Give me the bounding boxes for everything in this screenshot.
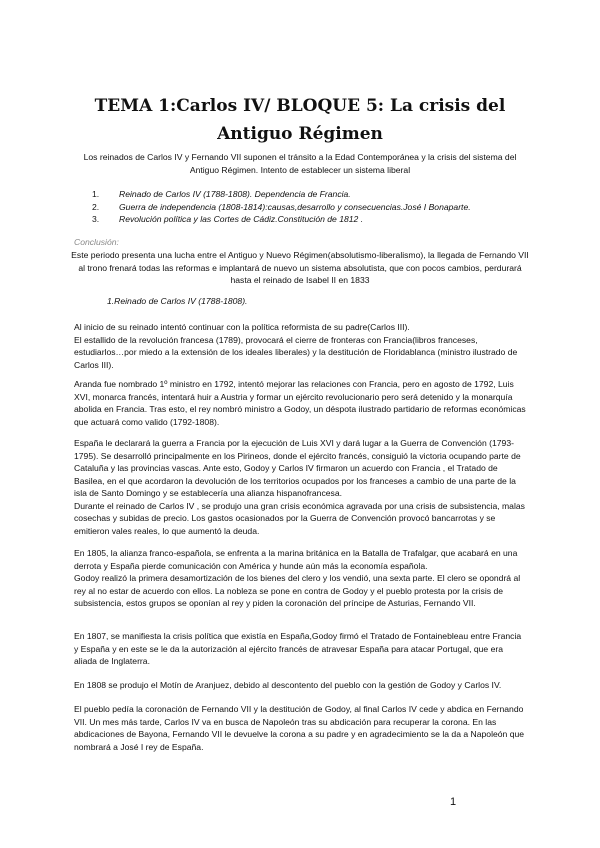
body-paragraph — [74, 437, 526, 537]
paragraph-line: El pueblo pedía la coronación de Fernando VII y la destitución de Godoy, al final Carlos IV cede y abdica en Fernando VII. Un mes más tarde, Carlos IV va en busca de Napoleón tras su abdicación para recuperar la corona. En las abdicaciones de Bayona, Fernando VII le devuelve la corona a su padre y en agradecimiento se la da a Napoleón que nombrará a José I rey de España. — [74, 704, 525, 752]
body-paragraph — [74, 547, 526, 610]
document-title: TEMA 1:Carlos IV/ BLOQUE 5: La crisis del Antiguo Régimen — [94, 96, 506, 144]
toc-item-number: 2. — [92, 201, 100, 212]
paragraph-line: Durante el reinado de Carlos IV , se produjo una gran crisis económica agravada por una crisis de subsistencia, malas cosechas y subidas de precio. Los gastos ocasionados por la Guerra de Convención provocó bancarrotas y se emitieron vales reales, lo que aumentó la deuda. — [74, 500, 525, 536]
paragraph-line: En 1808 se produjo el Motín de Aranjuez, debido al descontento del pueblo con la gestión de Godoy y Carlos IV. — [74, 680, 502, 690]
toc-item-text: Reinado de Carlos IV (1788-1808). Dependencia de Francia. — [119, 189, 351, 199]
page-number: 1 — [450, 796, 457, 808]
paragraph-line: Al inicio de su reinado intentó continuar con la política reformista de su padre(Carlos III). — [74, 322, 410, 332]
paragraph-line: En 1807, se manifiesta la crisis política que existía en España,Godoy firmó el Tratado de Fontainebleau entre Francia y España y en este se le da la autorización al ejército francés de atravesar España para atacar Portugal, que era aliada de Inglaterra. — [74, 631, 522, 666]
paragraph-line: Godoy realizó la primera desamortización de los bienes del clero y los vendió, una sexta parte. El clero se opondrá al rey al no estar de acuerdo con ellos. La nobleza se pone en contra de Godoy y el pueblo protesta por la crisis de subsistencia, estos grupos se oponían al rey y piden la coronación del príncipe de Asturias, Fernando VII. — [74, 573, 521, 608]
intro-paragraph: Los reinados de Carlos IV y Fernando VII suponen el tránsito a la Edad Contemporánea y la crisis del sistema del Antiguo Régimen. Intento de establecer un sistema liberal — [83, 152, 517, 175]
table-of-contents — [92, 188, 471, 226]
paragraph-line: En 1805, la alianza franco-española, se enfrenta a la marina británica en la Batalla de Trafalgar, que acabará en una derrota y España pierde comunicación con América y hunde aún más la economía española. — [74, 548, 518, 571]
body-paragraph — [74, 679, 526, 692]
paragraph-line: España le declarará la guerra a Francia por la ejecución de Luis XVI y dará lugar a la Guerra de Convención (1793-1795). Se desarrolló principalmente en los Pirineos, donde el ejército francés, consiguió la victoria ocupando parte de Cataluña y las provincias vascas. Ante esto, Godoy y Carlos IV firmaron un acuerdo con Francia , el Tratado de Basilea, en el que acordaron la devolución de los territorios ocupados por los franceses a cambio de una parte de la isla de Santo Domingo y se estableceríа una alianza hispanofrancesa. — [74, 438, 521, 498]
toc-item-number: 1. — [92, 189, 100, 199]
paragraph-line: El estallido de la revolución francesa (1789), provocará el cierre de fronteras con Francia(libros franceses, estudiarlos…por miedo a la extensión de los ideales liberales) y la destitución de Floridablanca (ministro ilustrado de Carlos III). — [74, 334, 518, 370]
toc-item — [92, 201, 471, 214]
body-paragraph — [74, 378, 526, 428]
conclusion-text: Este periodo presenta una lucha entre el Antiguo y Nuevo Régimen(absolutismo-liberalismo), la llegada de Fernando VII al trono frenará todas las reformas e implantará de nuevo un sistema absolutista, que con pocos cambios, perdurará hasta el reinado de Isabel II en 1833 — [71, 250, 529, 285]
body-paragraph — [74, 630, 526, 668]
conclusion-label: Conclusión: — [74, 237, 119, 247]
toc-item-text: Revolución política y las Cortes de Cádiz.Constitución de 1812 . — [119, 214, 364, 224]
body-paragraph — [74, 703, 526, 753]
toc-item — [92, 213, 471, 226]
paragraph-line: Aranda fue nombrado 1º ministro en 1792, intentó mejorar las relaciones con Francia, pero en agosto de 1792, Luis XVI, monarca francés, intentará huir a Austria y formar un ejército revolucionario pero será detenido y la monarquía abolida en Francia. Tras esto, el rey nombró ministro a Godoy, un déspota ilustrado partidario de reformas económicas que actuará como valido (1792-1808). — [74, 379, 526, 427]
section-subheading: 1.Reinado de Carlos IV (1788-1808). — [107, 296, 248, 306]
body-paragraph — [74, 321, 526, 371]
toc-item-text: Guerra de independencia (1808-1814):causas,desarrollo y consecuencias.José I Bonaparte. — [119, 201, 471, 212]
toc-item-number: 3. — [92, 214, 100, 224]
toc-item — [92, 188, 471, 201]
